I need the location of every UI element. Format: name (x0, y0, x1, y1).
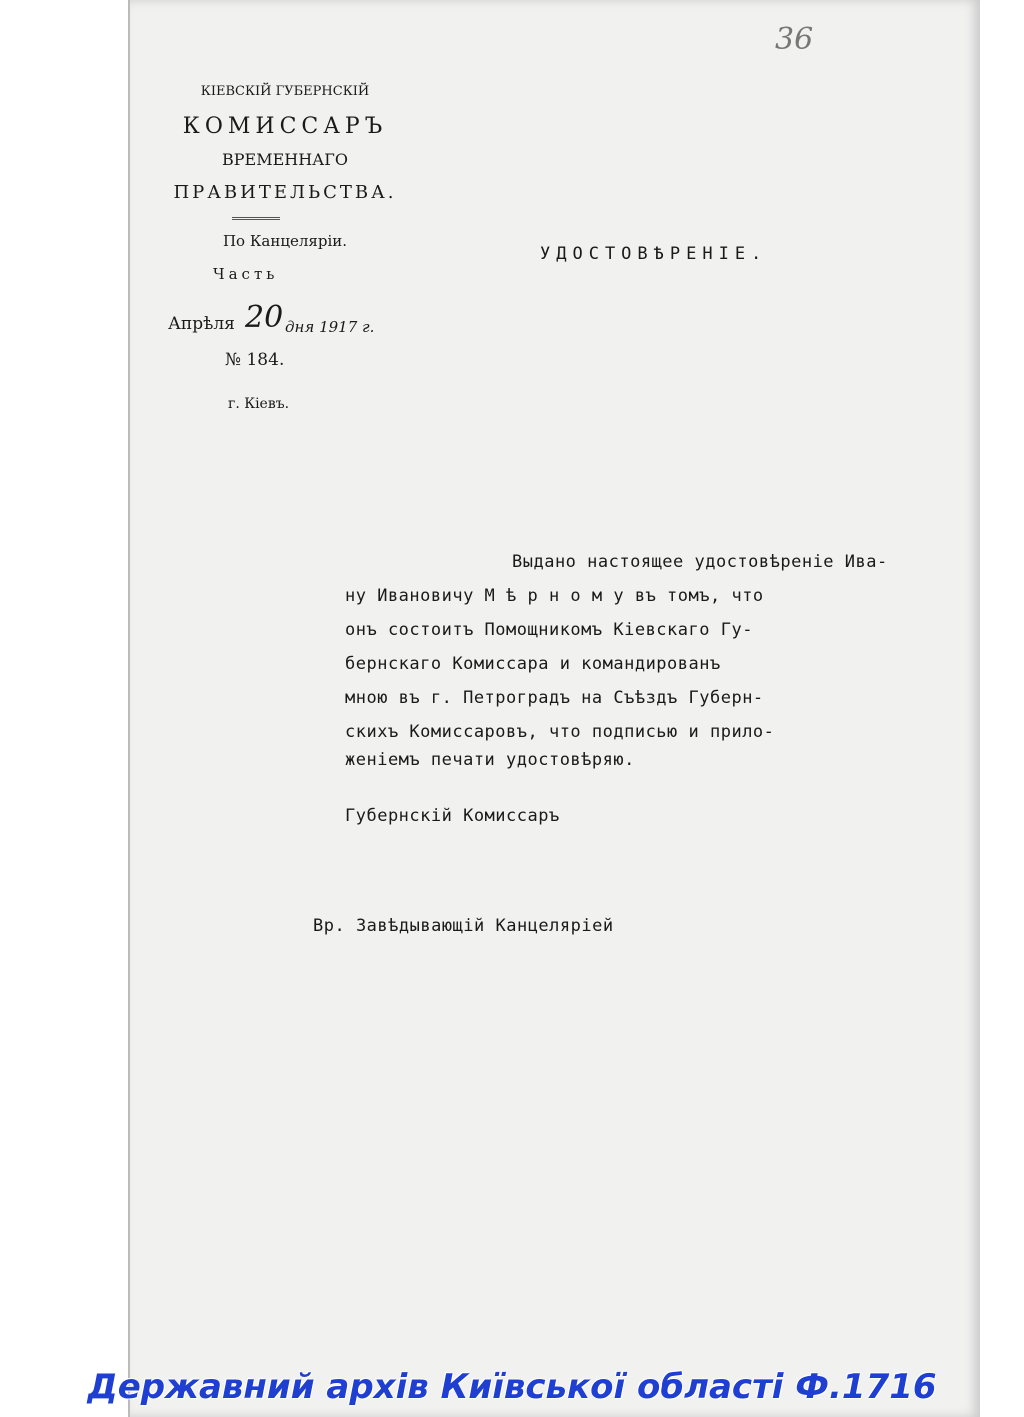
body-line: женіемъ печати удостовѣряю. (345, 750, 635, 770)
body-line: скихъ Комиссаровъ, что подписью и прило- (345, 722, 775, 742)
body-line: бернскаго Комиссара и командированъ (345, 654, 721, 674)
letterhead-line1: КІЕВСКІЙ ГУБЕРНСКІЙ (200, 84, 370, 99)
document-page (128, 0, 980, 1417)
letterhead-line2: КОМИССАРЪ (182, 114, 388, 139)
letterhead-line3: ВРЕМЕННАГО (222, 150, 348, 169)
page-number: 36 (775, 22, 814, 57)
document-number: № 184. (225, 350, 285, 370)
letterhead-part: Часть (213, 265, 279, 283)
body-line: Выдано настоящее удостовѣреніе Ива- (512, 552, 888, 572)
document-title: УДОСТОВѢРЕНІЕ. (540, 244, 768, 264)
signature-chancellery: Вр. Завѣдывающій Канцеляріей (313, 916, 614, 936)
body-line: мною въ г. Петроградъ на Съѣздъ Губерн- (345, 688, 764, 708)
signature-governor: Губернскій Комиссаръ (345, 806, 560, 826)
body-line: ну Ивановичу М ѣ р н о м у въ томъ, что (345, 586, 764, 606)
letterhead-line4: ПРАВИТЕЛЬСТВА. (173, 182, 397, 203)
divider (232, 217, 280, 220)
letterhead-month: Апрѣля (168, 314, 235, 334)
archive-caption: Державний архів Київської області Ф.1716 (87, 1367, 937, 1407)
handwritten-day: 20 (245, 300, 284, 335)
letterhead-year: дня 1917 г. (285, 318, 375, 336)
letterhead-dept: По Канцеляріи. (222, 232, 348, 250)
body-line: онъ состоитъ Помощникомъ Кіевскаго Гу- (345, 620, 753, 640)
letterhead-city: г. Кіевъ. (228, 396, 290, 412)
